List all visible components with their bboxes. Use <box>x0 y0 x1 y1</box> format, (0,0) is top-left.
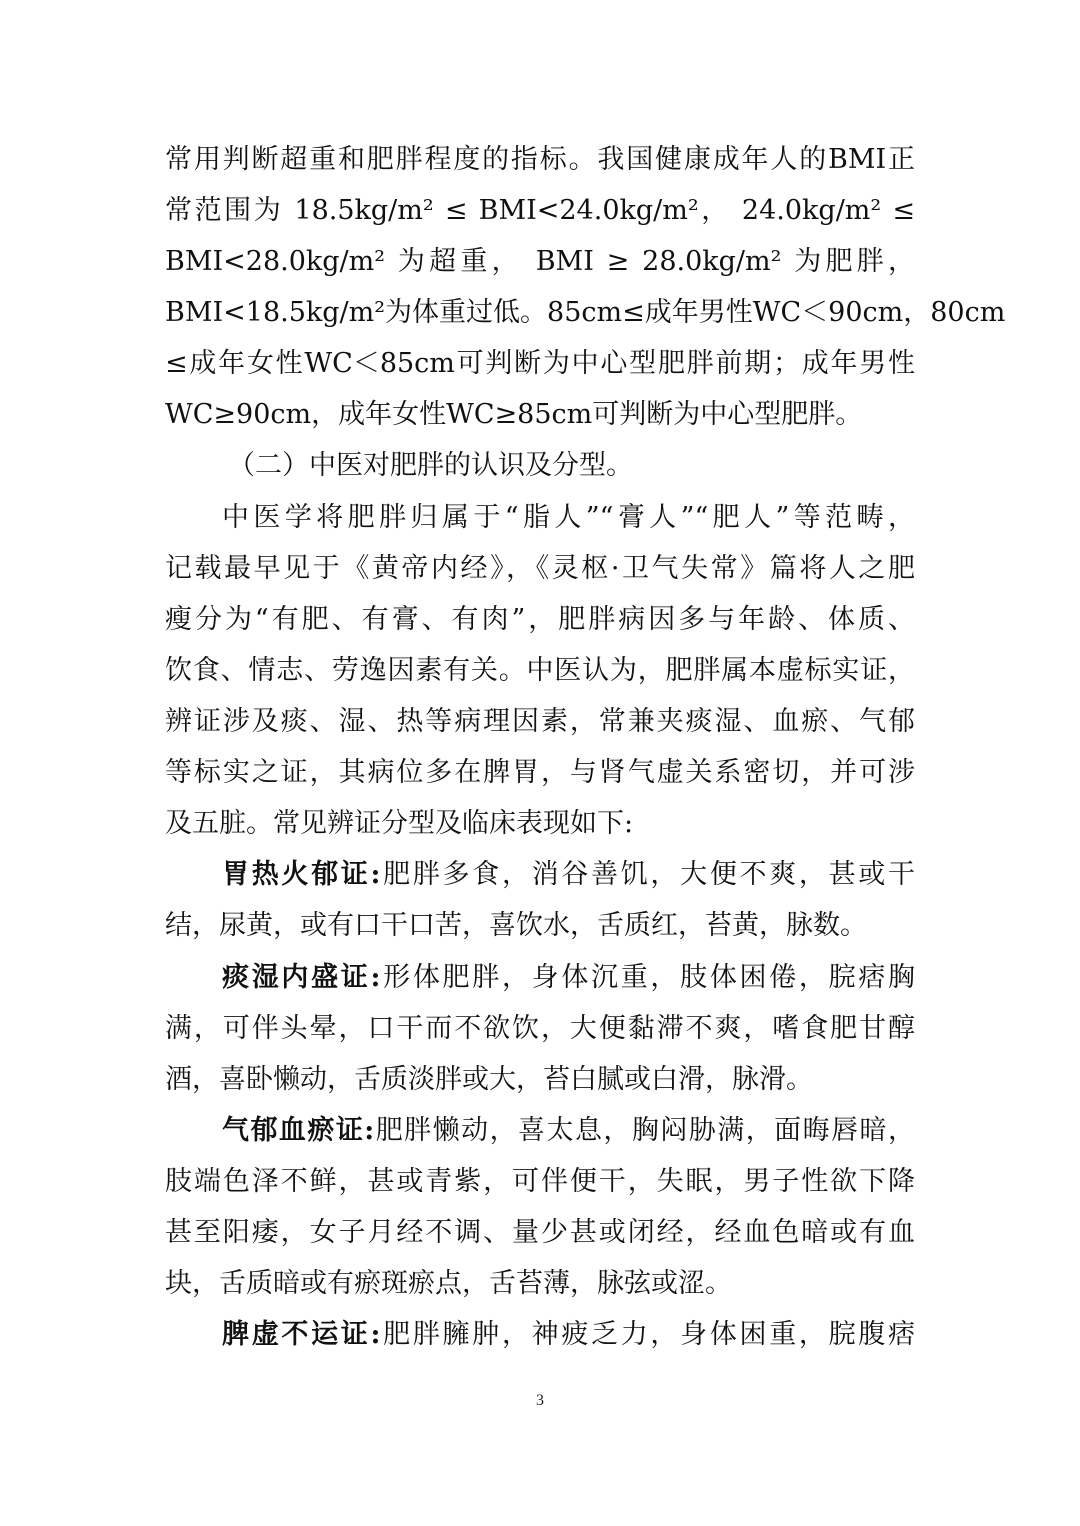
body-text-line: 中医学将肥胖归属于“脂人”“膏人”“肥人”等范畴， <box>222 502 915 533</box>
body-text-line: 满，可伴头晕，口干而不欲饮，大便黏滞不爽，嗜食肥甘醇 <box>165 1013 915 1044</box>
body-text-line: BMI<18.5kg/m²为体重过低。85cm≤成年男性WC＜90cm，80cm <box>165 297 1006 328</box>
body-text-line: 记载最早见于《黄帝内经》，《灵枢·卫气失常》篇将人之肥 <box>165 553 915 584</box>
syndrome-paragraph-first-line <box>222 857 915 893</box>
syndrome-paragraph-first-line <box>222 1113 915 1149</box>
body-text-line: 常用判断超重和肥胖程度的指标。我国健康成年人的BMI正 <box>165 144 915 175</box>
syndrome-paragraph-first-line <box>222 1317 915 1353</box>
body-text-line: 块，舌质暗或有瘀斑瘀点，舌苔薄，脉弦或涩。 <box>165 1268 732 1299</box>
body-text-line: 辨证涉及痰、湿、热等病理因素，常兼夹痰湿、血瘀、气郁 <box>165 706 915 737</box>
body-text-line: BMI<28.0kg/m² 为超重， BMI ≥ 28.0kg/m² 为肥胖， <box>165 246 915 277</box>
syndrome-term: 痰湿内盛证: <box>222 962 381 993</box>
body-text-line: WC≥90cm，成年女性WC≥85cm可判断为中心型肥胖。 <box>165 399 863 430</box>
syndrome-term: 气郁血瘀证: <box>222 1115 375 1146</box>
body-text-line: 结，尿黄，或有口干口苦，喜饮水，舌质红，苔黄，脉数。 <box>165 910 867 941</box>
page-number: 3 <box>536 1392 544 1409</box>
section-heading: （二）中医对肥胖的认识及分型。 <box>228 450 633 481</box>
body-text-line: 酒，喜卧懒动，舌质淡胖或大，苔白腻或白滑，脉滑。 <box>165 1064 813 1095</box>
body-text-line: 甚至阳痿，女子月经不调、量少甚或闭经，经血色暗或有血 <box>165 1217 915 1248</box>
syndrome-term: 胃热火郁证: <box>222 859 381 890</box>
body-text-line: 瘦分为“有肥、有膏、有肉”，肥胖病因多与年龄、体质、 <box>165 604 915 635</box>
syndrome-term: 脾虚不运证: <box>222 1319 381 1350</box>
syndrome-text: 肥胖多食，消谷善饥，大便不爽，甚或干 <box>380 859 915 890</box>
syndrome-text: 肥胖臃肿，神疲乏力，身体困重，脘腹痞 <box>380 1319 915 1350</box>
body-text-line: 常范围为 18.5kg/m² ≤ BMI<24.0kg/m²， 24.0kg/m² ≤ <box>165 195 915 226</box>
body-text-line: 及五脏。常见辨证分型及临床表现如下: <box>165 808 634 839</box>
syndrome-text: 肥胖懒动，喜太息，胸闷胁满，面晦唇暗， <box>374 1115 915 1146</box>
body-text-line: 肢端色泽不鲜，甚或青紫，可伴便干，失眠，男子性欲下降 <box>165 1166 915 1197</box>
body-text-line: ≤成年女性WC＜85cm可判断为中心型肥胖前期；成年男性 <box>165 348 915 379</box>
body-text-line: 饮食、情志、劳逸因素有关。中医认为，肥胖属本虚标实证， <box>165 655 915 686</box>
body-text-line: 等标实之证，其病位多在脾胃，与肾气虚关系密切，并可涉 <box>165 757 915 788</box>
syndrome-text: 形体肥胖，身体沉重，肢体困倦，脘痞胸 <box>380 962 915 993</box>
syndrome-paragraph-first-line <box>222 960 915 996</box>
